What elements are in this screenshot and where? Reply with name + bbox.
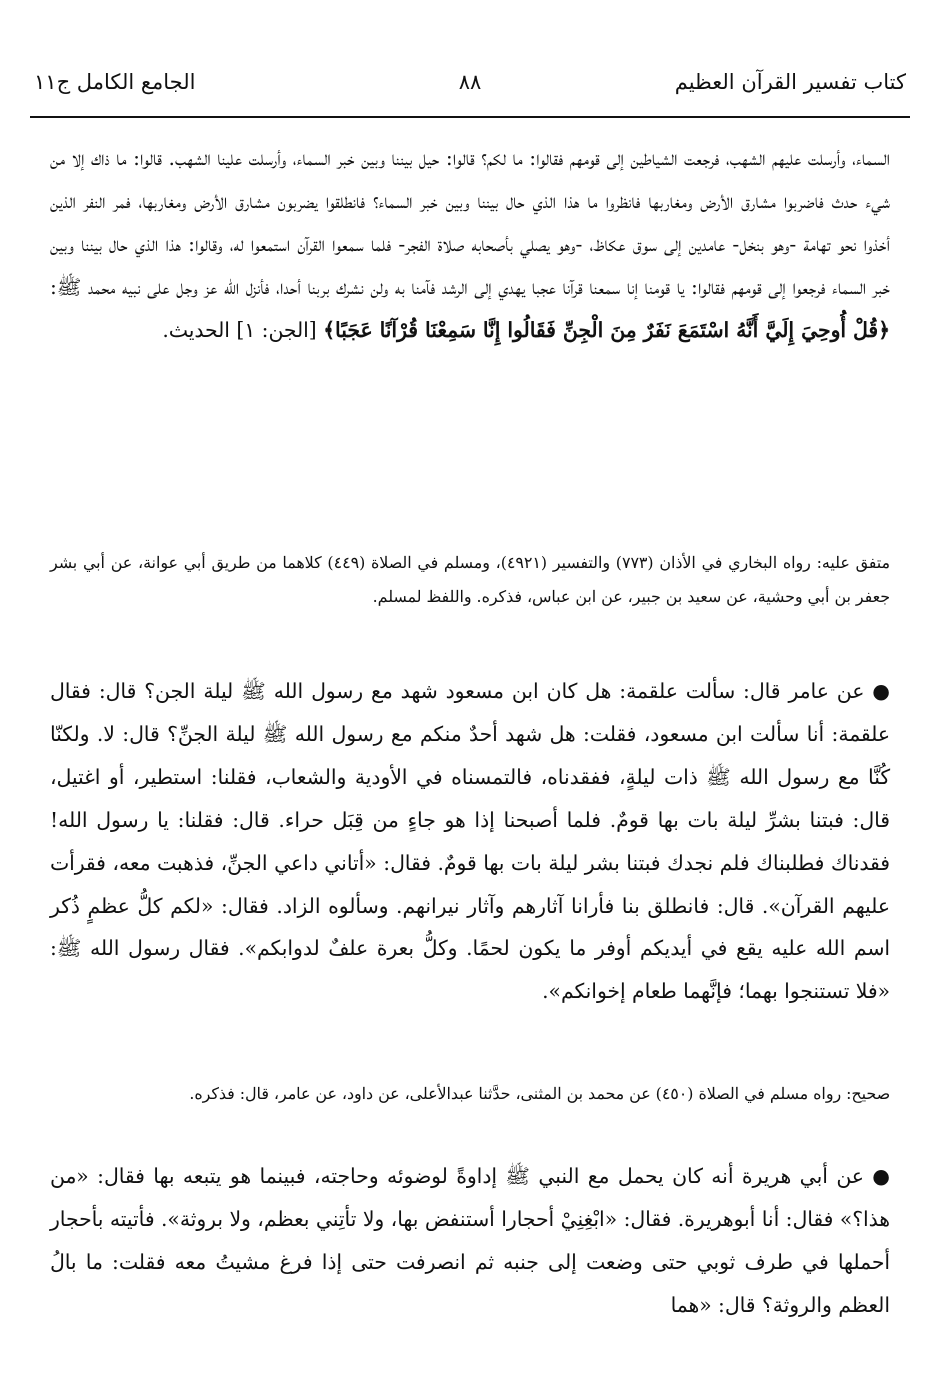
text-block-continuation bbox=[50, 137, 890, 352]
takhrij-text: صحيح: رواه مسلم في الصلاة (٤٥٠) عن محمد بن المثنى، حدَّثنا عبدالأعلى، عن داود، عن عامر، قال: فذكره. bbox=[189, 1084, 890, 1103]
header-rule bbox=[30, 116, 910, 118]
takhrij-note-2 bbox=[50, 1077, 890, 1111]
verse-reference: [الجن: ١] الحديث. bbox=[162, 317, 324, 342]
hadith-block-2 bbox=[50, 670, 890, 1013]
main-paragraph bbox=[50, 137, 890, 352]
page-number: ٨٨ bbox=[458, 70, 482, 94]
book-title: كتاب تفسير القرآن العظيم bbox=[674, 70, 906, 94]
takhrij-text: متفق عليه: رواه البخاري في الأذان (٧٧٣) والتفسير (٤٩٢١)، ومسلم في الصلاة (٤٤٩) كلاهما من طريق أبي عوانة، عن أبي بشر جعفر بن أبي وحشية، عن سعيد بن جبير، عن ابن عباس، فذكره. واللفظ لمسلم. bbox=[50, 553, 890, 606]
running-header bbox=[30, 62, 910, 102]
hadith-text: ● عن عامر قال: سألت علقمة: هل كان ابن مسعود شهد مع رسول الله ﷺ ليلة الجن؟ قال: فقال علقمة: أنا سألت ابن مسعود، فقلت: هل شهد أحدٌ منكم مع رسول الله ﷺ ليلة الجنِّ؟ قال: لا. ولكنّا كُنَّا مع رسول الله ﷺ ذات ليلةٍ، ففقدناه، فالتمسناه في الأودية والشعاب، فقلنا: استطير، أو اغتيل، قال: فبتنا بشرِّ ليلة بات بها قومٌ. فلما أصبحنا إذا هو جاءٍ من قِبَل حراء. قال: فقلنا: يا رسول الله! فقدناك فطلبناك فلم نجدك فبتنا بشر ليلة بات بها قومٌ. فقال: «أتاني داعي الجنِّ، فذهبت معه، فقرأت عليهم القرآن». قال: فانطلق بنا فأرانا آثارهم وآثار نيرانهم. وسألوه الزاد. فقال: «لكم كلُّ عظمٍ ذُكر اسم الله عليه يقع في أيديكم أوفر ما يكون لحمًا. وكلُّ بعرة علفٌ لدوابكم». فقال رسول الله ﷺ: «فلا تستنجوا بهما؛ فإنَّهما طعام إخوانكم». bbox=[50, 679, 890, 1004]
volume-title: الجامع الكامل ج١١ bbox=[34, 70, 196, 94]
takhrij-note-1 bbox=[50, 546, 890, 613]
paragraph-text: السماء، وأرسلت عليهم الشهب، فرجعت الشياطين إلى قومهم فقالوا: ما لكم؟ قالوا: حيل بيننا وبين خبر السماء، وأرسلت علينا الشهب. قالوا: ما ذاك إلا من شيء حدث فاضربوا مشارق الأرض ومغاربها فانظروا ما هذا الذي حال بيننا وبين خبر السماء؟ فانطلقوا يضربون مشارق الأرض ومغاربها، فمر النفر الذين أخذوا نحو تهامة -وهو بنخل- عامدين إلى سوق عكاظ، -وهو يصلي بأصحابه صلاة الفجر- فلما سمعوا القرآن استمعوا له، وقالوا: هذا الذي حال بيننا وبين خبر السماء فرجعوا إلى قومهم فقالوا: يا قومنا إنا سمعنا قرآنا عجبا يهدي إلى الرشد فآمنا به ولن نشرك بربنا أحدا، فأنزل الله عز وجل على نبيه محمد ﷺ: bbox=[50, 146, 890, 299]
quran-verse: ﴿قُلْ أُوحِيَ إِلَيَّ أَنَّهُ اسْتَمَعَ نَفَرٌ مِنَ الْجِنِّ فَقَالُوا إِنَّا سَمِعْنَا قُرْآنًا عَجَبًا﴾ bbox=[323, 317, 890, 342]
hadith-text: ● عن أبي هريرة أنه كان يحمل مع النبي ﷺ إداوةً لوضوئه وحاجته، فبينما هو يتبعه بها فقال: «من هذا؟» فقال: أنا أبوهريرة. فقال: «ابْغِنِيْ أحجارا أستنفض بها، ولا تأتِني بعظم، ولا بروثة». فأتيته بأحجار أحملها في طرف ثوبي حتى وضعت إلى جنبه ثم انصرفت حتى إذا فرغ مشيتُ معه فقلت: ما بالُ العظم والروثة؟ قال: «هما bbox=[50, 1164, 890, 1317]
hadith-block-3 bbox=[50, 1155, 890, 1327]
